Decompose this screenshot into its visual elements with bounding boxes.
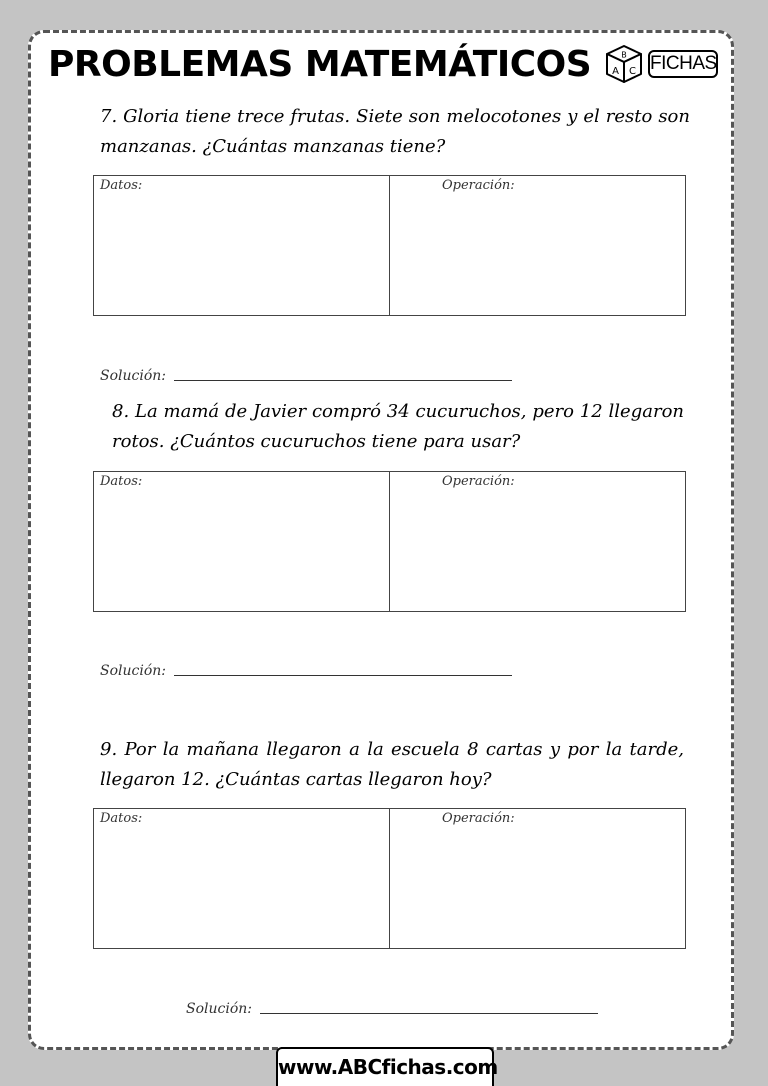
datos-label: Datos: xyxy=(100,474,143,489)
page-title: PROBLEMAS MATEMÁTICOS xyxy=(48,44,592,85)
cube-letter-c: C xyxy=(629,66,636,77)
abc-cube-icon xyxy=(604,44,644,84)
solucion-label: Solución: xyxy=(100,663,166,679)
problem-9-answer-line[interactable] xyxy=(260,1012,598,1014)
problem-9-question: 9. Por la mañana llegaron a la escuela 8 cartas y por la tarde, llegaron 12. ¿Cuántas cartas llegaron hoy? xyxy=(100,739,684,790)
problem-7-operacion-cell[interactable] xyxy=(390,176,685,315)
operacion-label: Operación: xyxy=(442,178,515,193)
solucion-label: Solución: xyxy=(100,368,166,384)
problem-9-operacion-cell[interactable] xyxy=(390,809,685,948)
operacion-label: Operación: xyxy=(442,811,515,826)
problem-8-operacion-cell[interactable] xyxy=(390,472,685,611)
operacion-label: Operación: xyxy=(442,474,515,489)
problem-9-solution xyxy=(186,993,598,1017)
solucion-label: Solución: xyxy=(186,1001,252,1017)
problem-7-answer-line[interactable] xyxy=(174,379,512,381)
problem-7-datos-cell[interactable] xyxy=(94,176,390,315)
abcfichas-logo[interactable] xyxy=(604,44,720,84)
cube-letter-a: A xyxy=(612,66,619,77)
cube-letter-b: B xyxy=(621,50,627,60)
problem-8-answer-line[interactable] xyxy=(174,674,512,676)
footer-url-link[interactable]: www.ABCfichas.com xyxy=(276,1047,494,1086)
problem-9-datos-cell[interactable] xyxy=(94,809,390,948)
problem-7-question: 7. Gloria tiene trece frutas. Siete son melocotones y el resto son manzanas. ¿Cuántas manzanas tiene? xyxy=(100,106,690,157)
datos-label: Datos: xyxy=(100,178,143,193)
logo-text: FICHAS xyxy=(648,50,718,78)
problem-8-question: 8. La mamá de Javier compró 34 cucuruchos, pero 12 llegaron rotos. ¿Cuántos cucuruchos tiene para usar? xyxy=(112,401,684,452)
datos-label: Datos: xyxy=(100,811,143,826)
problem-8-datos-cell[interactable] xyxy=(94,472,390,611)
problem-8-work-box xyxy=(93,471,686,612)
problem-7-solution xyxy=(100,360,512,384)
problem-7-work-box xyxy=(93,175,686,316)
problem-9-work-box xyxy=(93,808,686,949)
problem-8-solution xyxy=(100,655,512,679)
